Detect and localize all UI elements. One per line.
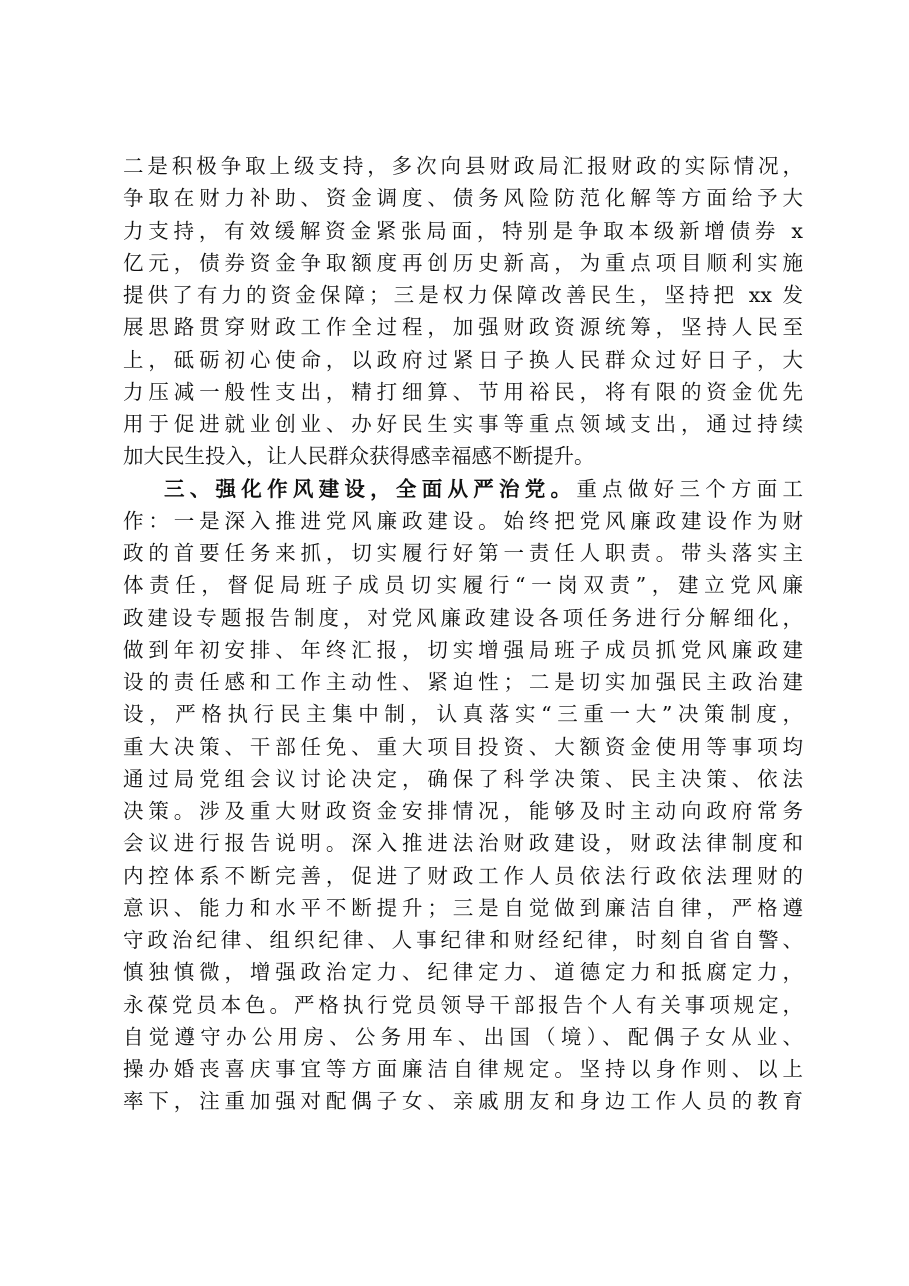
text-line: 通过局党组会议讨论决定，确保了科学决策、民主决策、依法 — [123, 766, 803, 791]
section-heading: 三、强化作风建设，全面从严治党。 — [164, 476, 577, 501]
text-line: 慎独慎微，增强政治定力、纪律定力、道德定力和抵腐定力， — [123, 960, 803, 985]
document-body — [123, 150, 803, 1118]
text-line: 内控体系不断完善，促进了财政工作人员依法行政依法理财的 — [123, 863, 803, 888]
text-line: 力支持，有效缓解资金紧张局面，特别是争取本级新增债券 x — [123, 218, 803, 243]
text-line: 重大决策、干部任免、重大项目投资、大额资金使用等事项均 — [123, 734, 803, 759]
text-line: 守政治纪律、组织纪律、人事纪律和财经纪律，时刻自省自警、 — [123, 928, 803, 952]
text-line: 上，砥砺初心使命，以政府过紧日子换人民群众过好日子，大 — [123, 347, 803, 372]
text-line: 力压减一般性支出，精打细算、节用裕民，将有限的资金优先 — [123, 379, 803, 404]
paragraph-financial-support — [123, 150, 803, 473]
text-line: 提供了有力的资金保障；三是权力保障改善民生，坚持把 xx 发 — [123, 283, 803, 307]
text-line: 展思路贯穿财政工作全过程，加强财政资源统筹，坚持人民至 — [123, 315, 803, 340]
section-intro-text: 重点做好三个方面工 — [576, 476, 803, 501]
text-line: 亿元，债券资金争取额度再创历史新高，为重点项目顺利实施 — [123, 250, 803, 275]
text-line: 永葆党员本色。严格执行党员领导干部报告个人有关事项规定， — [123, 992, 803, 1017]
text-line: 设的责任感和工作主动性、紧迫性；二是切实加强民主政治建 — [123, 670, 803, 694]
text-line: 会议进行报告说明。深入推进法治财政建设，财政法律制度和 — [123, 831, 803, 856]
text-line: 用于促进就业创业、办好民生实事等重点领域支出，通过持续 — [123, 412, 803, 436]
text-line: 设，严格执行民主集中制，认真落实“三重一大”决策制度， — [123, 702, 803, 727]
text-line: 加大民生投入，让人民群众获得感幸福感不断提升。 — [123, 444, 595, 469]
text-line: 体责任，督促局班子成员切实履行“一岗双责”，建立党风廉 — [123, 573, 803, 598]
text-line: 做到年初安排、年终汇报，切实增强局班子成员抓党风廉政建 — [123, 637, 803, 662]
text-line: 政的首要任务来抓，切实履行好第一责任人职责。带头落实主 — [123, 541, 803, 565]
text-line: 政建设专题报告制度，对党风廉政建设各项任务进行分解细化， — [123, 605, 803, 630]
text-line: 自觉遵守办公用房、公务用车、出国（境）、配偶子女从业、 — [123, 1024, 803, 1049]
text-line: 率下，注重加强对配偶子女、亲戚朋友和身边工作人员的教育 — [123, 1089, 803, 1114]
text-line: 二是积极争取上级支持，多次向县财政局汇报财政的实际情况， — [123, 154, 803, 178]
text-line: 决策。涉及重大财政资金安排情况，能够及时主动向政府常务 — [123, 799, 803, 823]
text-line: 操办婚丧喜庆事宜等方面廉洁自律规定。坚持以身作则、以上 — [123, 1057, 803, 1081]
text-line: 争取在财力补助、资金调度、债务风险防范化解等方面给予大 — [123, 186, 803, 211]
text-line: 意识、能力和水平不断提升；三是自觉做到廉洁自律，严格遵 — [123, 895, 803, 920]
paragraph-style-building — [123, 473, 803, 1118]
text-line: 作：一是深入推进党风廉政建设。始终把党风廉政建设作为财 — [123, 508, 803, 533]
section-first-line — [123, 473, 803, 505]
